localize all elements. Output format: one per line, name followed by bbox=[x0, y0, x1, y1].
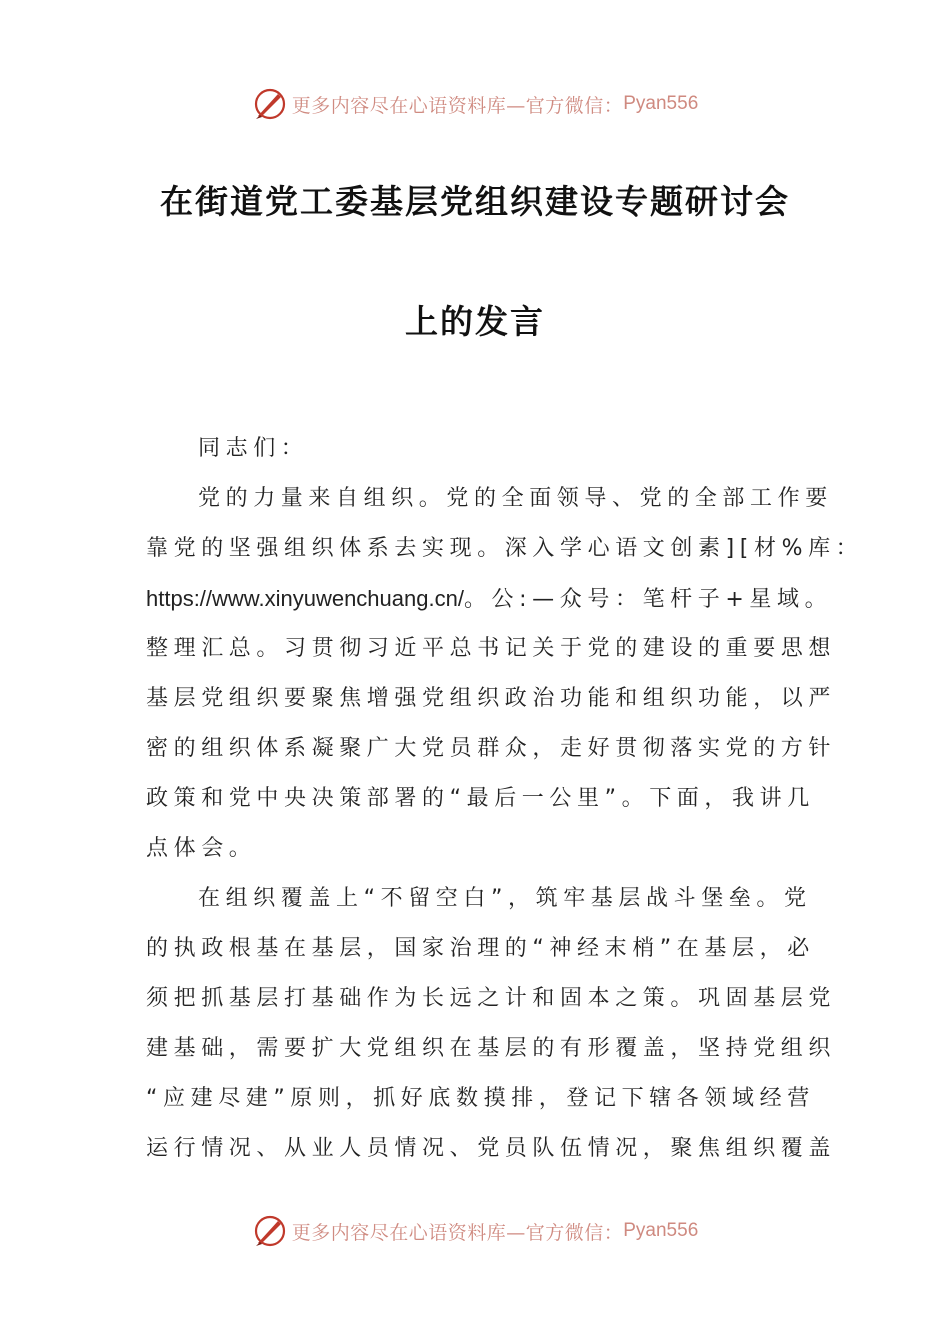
paragraph-line: 运行情况、从业人员情况、党员队伍情况，聚焦组织覆盖 bbox=[146, 1136, 837, 1161]
paragraph-line bbox=[146, 574, 833, 624]
salutation: 同志们： bbox=[198, 436, 309, 461]
paragraph-line: 点体会。 bbox=[146, 836, 257, 861]
paragraph-line: 基层党组织要聚焦增强党组织政治功能和组织功能，以严 bbox=[146, 686, 837, 711]
paragraph-line: 须把抓基层打基础作为长远之计和固本之策。巩固基层党 bbox=[146, 986, 837, 1011]
paragraph-line: 党的力量来自组织。党的全面领导、党的全部工作要 bbox=[198, 486, 833, 511]
paragraph-line-tail: 。公:—众号：笔杆子+星域。 bbox=[463, 587, 833, 612]
header-watermark bbox=[0, 84, 950, 124]
document-title-line-1: 在街道党工委基层党组织建设专题研讨会 bbox=[160, 182, 790, 221]
pen-logo-icon bbox=[252, 86, 288, 122]
paragraph-line: 靠党的坚强组织体系去实现。深入学心语文创素][材%库： bbox=[146, 536, 864, 561]
website-url: https://www.xinyuwenchuang.cn/ bbox=[146, 586, 464, 611]
footer-watermark bbox=[0, 1211, 950, 1251]
paragraph-line: 政策和党中央决策部署的“最后一公里”。下面，我讲几 bbox=[146, 786, 815, 811]
watermark-id: Pyan556 bbox=[623, 1220, 699, 1241]
watermark-text: 更多内容尽在心语资料库—官方微信： bbox=[291, 94, 624, 117]
watermark-id: Pyan556 bbox=[623, 93, 699, 114]
paragraph-line: 在组织覆盖上“不留空白”，筑牢基层战斗堡垒。党 bbox=[198, 886, 812, 911]
paragraph-line: 建基础，需要扩大党组织在基层的有形覆盖，坚持党组织 bbox=[146, 1036, 837, 1061]
watermark-text: 更多内容尽在心语资料库—官方微信： bbox=[291, 1221, 624, 1244]
paragraph-line: 密的组织体系凝聚广大党员群众，走好贯彻落实党的方针 bbox=[146, 736, 837, 761]
paragraph-line: 整理汇总。习贯彻习近平总书记关于党的建设的重要思想 bbox=[146, 636, 837, 661]
paragraph-line: 的执政根基在基层，国家治理的“神经末梢”在基层，必 bbox=[146, 936, 815, 961]
document-body bbox=[146, 424, 864, 1174]
document-title-line-2: 上的发言 bbox=[405, 302, 545, 341]
pen-logo-icon bbox=[252, 1213, 288, 1249]
paragraph-line: “应建尽建”原则，抓好底数摸排，登记下辖各领域经营 bbox=[146, 1086, 815, 1111]
